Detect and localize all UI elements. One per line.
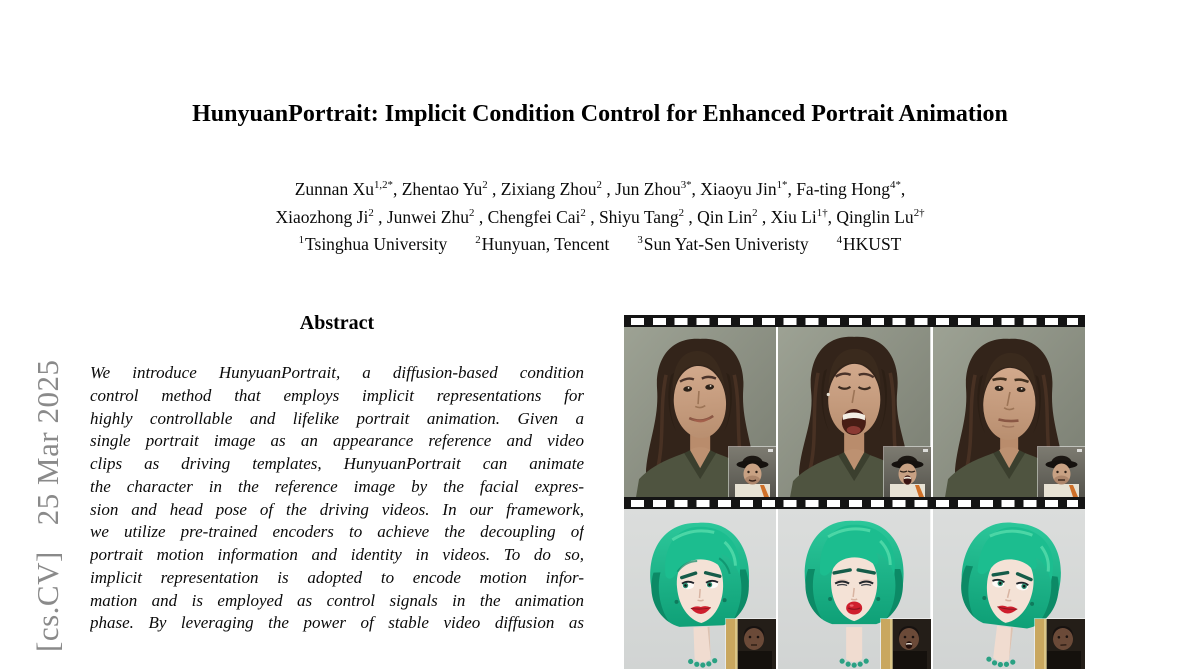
affiliation-number: 4 (836, 234, 843, 247)
abstract-line: phase. By leveraging the power of stable video diffusion as (90, 613, 584, 633)
abstract-line: we utilize pre-trained encoders to achieve the decoupling of (90, 522, 584, 542)
film-row-photo-woman (624, 327, 1085, 497)
author-name: , Chengfei Cai (474, 206, 581, 227)
affiliation-number: 1 (298, 234, 305, 247)
author-name: , Qinglin Lu (827, 206, 914, 227)
sprocket-holes (631, 318, 1078, 325)
abstract-line: portrait motion information and identity in videos. To do so, (90, 545, 584, 564)
abstract-line: clips as driving templates, HunyuanPortrait can animate (90, 454, 584, 473)
author-name: , Fa-ting Hong (787, 179, 891, 199)
author-affiliation-marker: 1,2* (373, 179, 393, 192)
author-name: , (900, 179, 906, 199)
author-affiliation-marker: 1* (776, 179, 788, 192)
driving-frame-inset (881, 619, 931, 669)
affiliation (837, 234, 902, 254)
author-affiliation-marker: 2 (482, 179, 488, 192)
affiliation-name: Tsinghua University (305, 234, 448, 254)
author-affiliation-marker: 2 (469, 206, 475, 219)
paper-title: HunyuanPortrait: Implicit Condition Control for Enhanced Portrait Animation (192, 101, 1008, 127)
driving-frame-inset (729, 447, 776, 497)
author-line-2 (40, 204, 1160, 232)
driving-frame-inset (1038, 447, 1085, 497)
teaser-figure-film-strip (624, 315, 1085, 669)
inset-image-man-hat-smile (729, 447, 776, 497)
affiliation-number: 3 (637, 234, 643, 247)
film-row-illustrated-woman (624, 509, 1085, 669)
author-name: Zunnan Xu (294, 179, 374, 199)
affiliation (475, 234, 609, 254)
abstract-line: mation and is employed as control signals in the animation (90, 590, 584, 610)
inset-image-man-hat-open-mouth (884, 447, 931, 497)
driving-frame-inset (1035, 619, 1085, 669)
abstract-line: the character in the reference image by the facial expres- (90, 476, 584, 496)
driving-frame-inset (884, 447, 931, 497)
affiliation-line (40, 231, 1160, 259)
author-affiliation-marker: 1† (816, 206, 828, 219)
driving-frame-inset (726, 619, 776, 669)
author-affiliation-marker: 2 (752, 206, 758, 219)
author-name: , Zixiang Zhou (487, 179, 597, 199)
affiliation-name: HKUST (843, 234, 902, 254)
frame-photo-smile-tilt (624, 327, 776, 497)
author-name: , Junwei Zhu (373, 206, 470, 227)
author-affiliation-marker: 3* (680, 179, 692, 192)
abstract-line: sion and head pose of the driving videos. In our framework, (90, 499, 584, 519)
abstract-heading: Abstract (299, 312, 375, 334)
film-strip-band-top (624, 315, 1085, 327)
abstract-line: We introduce HunyuanPortrait, a diffusion-based condition (90, 363, 584, 382)
inset-image-man-dark-open-mouth (881, 619, 931, 669)
abstract-line: highly controllable and lifelike portrait animation. Given a (90, 408, 584, 428)
inset-image-man-dark-turn (1035, 619, 1085, 669)
film-strip-band-middle (624, 497, 1085, 509)
author-name: , Jun Zhou (601, 179, 681, 199)
abstract-section (90, 312, 584, 635)
arxiv-category: [cs.CV] (30, 551, 65, 652)
inset-image-man-dark-neutral (726, 619, 776, 669)
author-block (40, 176, 1160, 259)
frame-illustration-kiss (778, 509, 930, 669)
author-affiliation-marker: 2 (580, 206, 586, 219)
author-affiliation-marker: 2 (368, 206, 374, 219)
affiliation (299, 234, 448, 254)
affiliation-number: 2 (475, 234, 481, 247)
affiliation-name: Hunyuan, Tencent (481, 234, 610, 254)
sprocket-holes (631, 500, 1078, 507)
affiliation (637, 234, 808, 254)
author-name: , Qin Lin (684, 206, 753, 227)
author-affiliation-marker: 2 (678, 206, 684, 219)
frame-photo-neutral (933, 327, 1085, 497)
author-name: , Xiu Li (757, 206, 817, 227)
author-line-1 (40, 176, 1160, 204)
abstract-line: implicit representation is adopted to encode motion infor- (90, 567, 584, 587)
frame-illustration-glance-left (624, 509, 776, 669)
author-affiliation-marker: 2 (596, 179, 602, 192)
arxiv-stamp (30, 360, 66, 652)
abstract-line: control method that employs implicit representations for (90, 385, 584, 405)
author-name: Xiaozhong Ji (275, 206, 369, 227)
affiliation-name: Sun Yat-Sen Univeristy (643, 234, 809, 254)
author-affiliation-marker: 2† (913, 206, 925, 219)
author-name: , Zhentao Yu (392, 179, 483, 199)
frame-illustration-glance-tilt (933, 509, 1085, 669)
abstract-body (90, 362, 584, 635)
abstract-line: single portrait image as an appearance reference and video (90, 431, 584, 451)
author-name: , Shiyu Tang (585, 206, 679, 227)
frame-photo-laugh (778, 327, 930, 497)
inset-image-man-hat-neutral (1038, 447, 1085, 497)
author-name: , Xiaoyu Jin (691, 179, 777, 199)
author-affiliation-marker: 4* (890, 179, 901, 192)
arxiv-date: 25 Mar 2025 (30, 359, 65, 526)
